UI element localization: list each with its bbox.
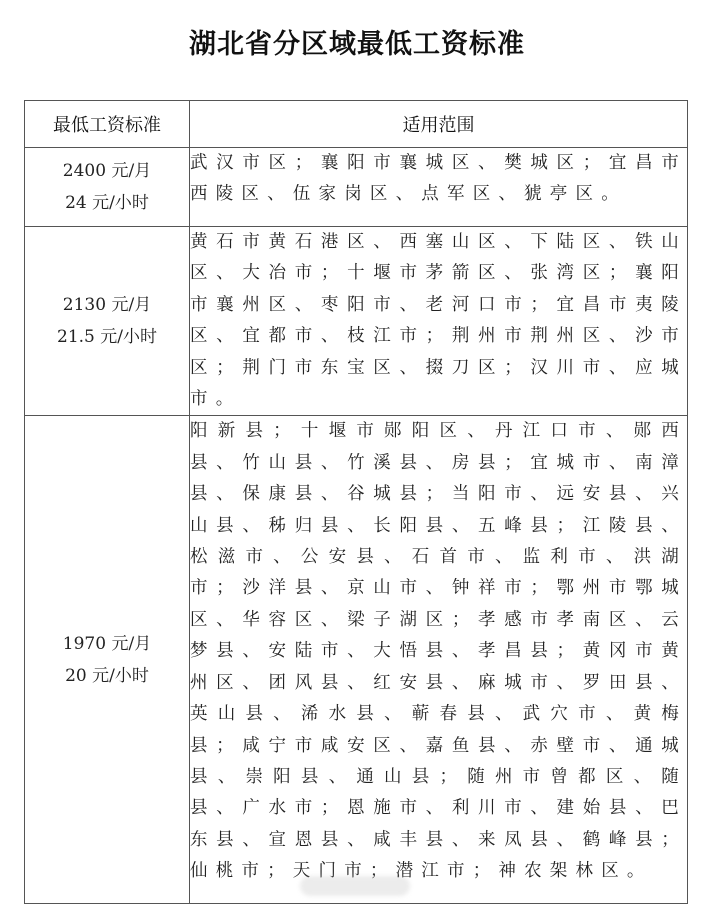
page-title: 湖北省分区域最低工资标准: [189, 29, 525, 60]
monthly-wage: 1970 元/月: [62, 633, 152, 654]
header-scope: 适用范围: [190, 101, 688, 148]
scope-cell: 阳新县；十堰市郧阳区、丹江口市、郧西县、竹山县、竹溪县、房县；宜城市、南漳县、保康县、谷城县；当阳市、远安县、兴山县、秭归县、长阳县、五峰县；江陵县、松滋市、公安县、石首市、监利市、洪湖市；沙洋县、京山市、钟祥市；鄂州市鄂城区、华容区、梁子湖区；孝感市孝南区、云梦县、安陆市、大悟县、孝昌县；黄冈市黄州区、团风县、红安县、麻城市、罗田县、英山县、浠水县、蕲春县、武穴市、黄梅县；咸宁市咸安区、嘉鱼县、赤壁市、通城县、崇阳县、通山县；随州市曾都区、随县、广水市；恩施市、利川市、建始县、巴东县、宣恩县、咸丰县、来凤县、鹤峰县；仙桃市；天门市；潜江市；神农架林区。: [190, 416, 688, 904]
wage-standard-cell: [25, 416, 190, 904]
hourly-wage: 20 元/小时: [65, 665, 149, 686]
wage-standard-cell: [25, 227, 190, 416]
table-row: [25, 227, 688, 416]
header-standard: 最低工资标准: [25, 101, 190, 148]
hourly-wage: 24 元/小时: [65, 193, 149, 213]
monthly-wage: 2130 元/月: [62, 295, 152, 316]
hourly-wage: 21.5 元/小时: [57, 327, 157, 348]
scope-cell: 黄石市黄石港区、西塞山区、下陆区、铁山区、大冶市；十堰市茅箭区、张湾区；襄阳市襄州区、枣阳市、老河口市；宜昌市夷陵区、宜都市、枝江市；荆州市荆州区、沙市区；荆门市东宝区、掇刀区；汉川市、应城市。: [190, 227, 688, 416]
scope-cell: 武汉市区；襄阳市襄城区、樊城区；宜昌市西陵区、伍家岗区、点军区、猇亭区。: [190, 148, 688, 227]
watermark-logo: [300, 876, 410, 896]
table-header-row: [25, 101, 688, 148]
table-row: [25, 416, 688, 904]
wage-standard-cell: [25, 148, 190, 227]
table-row: [25, 148, 688, 227]
monthly-wage: 2400 元/月: [62, 161, 152, 181]
minimum-wage-table: [24, 100, 688, 904]
